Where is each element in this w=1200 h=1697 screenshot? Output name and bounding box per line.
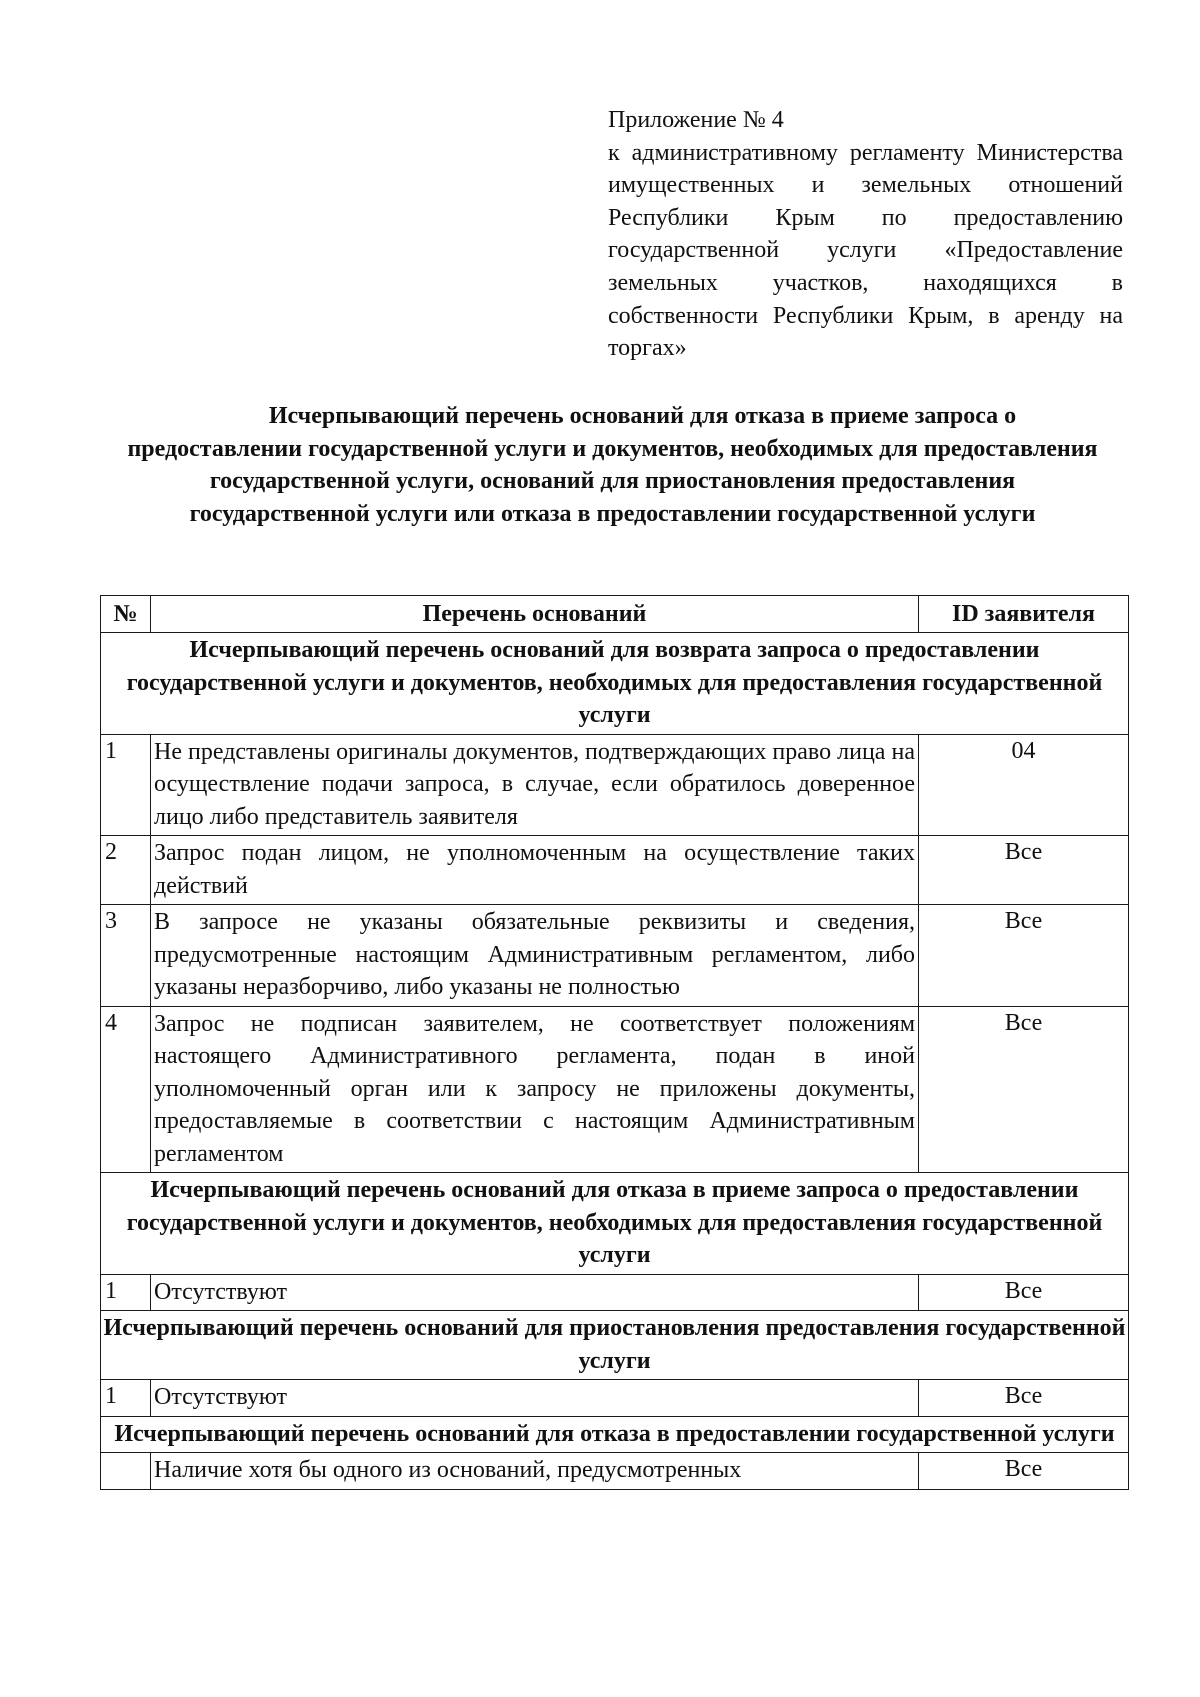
row-text: Отсутствуют: [151, 1274, 919, 1311]
appendix-block: [608, 104, 1123, 365]
row-applicant-id: Все: [919, 1006, 1129, 1173]
row-number: [101, 1453, 151, 1490]
row-text: Не представлены оригиналы документов, подтверждающих право лица на осуществление подачи запроса, в случае, если обратилось доверенное лицо либо представитель заявителя: [151, 734, 919, 836]
row-number: 1: [101, 734, 151, 836]
row-applicant-id: 04: [919, 734, 1129, 836]
table-row: [101, 836, 1129, 905]
section-title-suspension: Исчерпывающий перечень оснований для приостановления предоставления государственной услуги: [101, 1311, 1129, 1380]
row-applicant-id: Все: [919, 1453, 1129, 1490]
row-text: Запрос не подписан заявителем, не соответствует положениям настоящего Административного регламента, подан в иной уполномоченный орган или к запросу не приложены документы, предоставляемые в соответствии с настоящим Административным регламентом: [151, 1006, 919, 1173]
header-applicant-id: ID заявителя: [919, 596, 1129, 633]
section-row: [101, 1311, 1129, 1380]
row-applicant-id: Все: [919, 836, 1129, 905]
table-row: [101, 1274, 1129, 1311]
table-row: [101, 1453, 1129, 1490]
row-text: В запросе не указаны обязательные реквизиты и сведения, предусмотренные настоящим Административным регламентом, либо указаны неразборчиво, либо указаны не полностью: [151, 905, 919, 1007]
row-number: 2: [101, 836, 151, 905]
section-row: [101, 1416, 1129, 1453]
section-title-return: Исчерпывающий перечень оснований для возврата запроса о предоставлении государственной услуги и документов, необходимых для предоставления государственной услуги: [101, 633, 1129, 735]
row-applicant-id: Все: [919, 905, 1129, 1007]
section-title-refusal-acceptance: Исчерпывающий перечень оснований для отказа в приеме запроса о предоставлении государственной услуги и документов, необходимых для предоставления государственной услуги: [101, 1173, 1129, 1275]
section-row: [101, 633, 1129, 735]
row-number: 3: [101, 905, 151, 1007]
header-number: №: [101, 596, 151, 633]
row-number: 1: [101, 1274, 151, 1311]
row-text: Запрос подан лицом, не уполномоченным на осуществление таких действий: [151, 836, 919, 905]
table-row: [101, 1006, 1129, 1173]
row-number: 1: [101, 1380, 151, 1417]
table-row: [101, 734, 1129, 836]
row-text: Наличие хотя бы одного из оснований, предусмотренных: [151, 1453, 919, 1490]
table-header-row: [101, 596, 1129, 633]
table-row: [101, 1380, 1129, 1417]
row-number: 4: [101, 1006, 151, 1173]
appendix-body: к административному регламенту Министерства имущественных и земельных отношений Республики Крым по предоставлению государственной услуги «Предоставление земельных участков, находящихся в собственности Республики Крым, в аренду на торгах»: [608, 139, 1123, 362]
row-applicant-id: Все: [919, 1380, 1129, 1417]
header-grounds: Перечень оснований: [151, 596, 919, 633]
grounds-table: [100, 595, 1129, 1490]
row-text: Отсутствуют: [151, 1380, 919, 1417]
row-applicant-id: Все: [919, 1274, 1129, 1311]
table-row: [101, 905, 1129, 1007]
appendix-title: Приложение № 4: [608, 107, 784, 133]
section-row: [101, 1173, 1129, 1275]
document-title: Исчерпывающий перечень оснований для отказа в приеме запроса о предоставлении государственной услуги и документов, необходимых для предоставления государственной услуги, оснований для приостановления предоставления государственной услуги или отказа в предоставлении государственной услуги: [127, 403, 1098, 527]
section-title-refusal-provision: Исчерпывающий перечень оснований для отказа в предоставлении государственной услуги: [101, 1416, 1129, 1453]
